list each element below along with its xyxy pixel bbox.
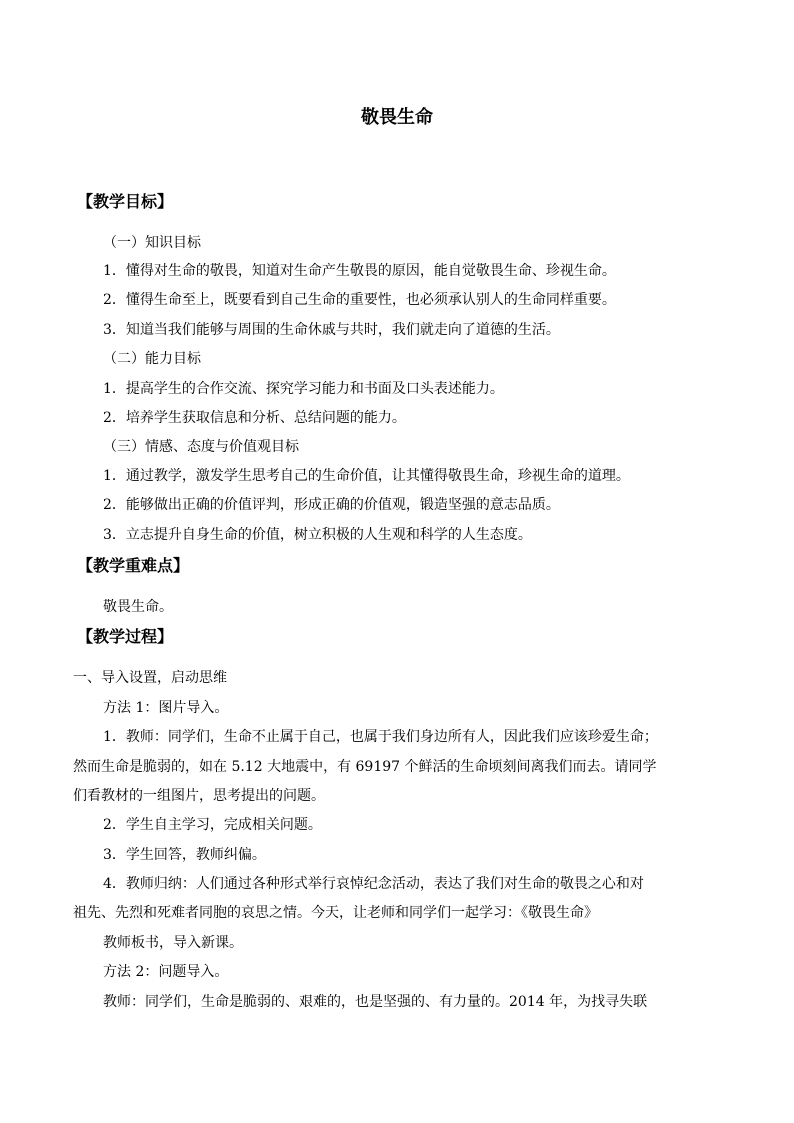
knowledge-item-1: 1．懂得对生命的敬畏，知道对生命产生敬畏的原因，能自觉敬畏生命、珍视生命。 [103,263,616,279]
knowledge-item-2: 2．懂得生命至上，既要看到自己生命的重要性，也必须承认别人的生命同样重要。 [103,292,616,308]
method-1-item-3: 3．学生回答，教师纠偏。 [103,847,266,863]
process-step-1-title: 一、导入设置，启动思维 [73,670,227,686]
ability-item-1: 1．提高学生的合作交流、探究学习能力和书面及口头表述能力。 [103,381,504,397]
emotion-item-3: 3．立志提升自身生命的价值，树立积极的人生观和科学的人生态度。 [103,527,532,543]
method-1-item-2: 2．学生自主学习，完成相关问题。 [103,817,322,833]
method-1-item-1-line-1: 1．教师：同学们，生命不止属于自己，也属于我们身边所有人，因此我们应该珍爱生命； [103,729,658,745]
section-heading-objectives: 【教学目标】 [77,192,174,211]
section-heading-process: 【教学过程】 [77,627,174,646]
method-1-item-4-line-1: 4．教师归纳：人们通过各种形式举行哀悼纪念活动，表达了我们对生命的敬畏之心和对 [103,876,644,892]
key-points-text: 敬畏生命。 [103,599,173,615]
section-heading-key-points: 【教学重难点】 [77,556,190,575]
document-title: 敬畏生命 [361,107,433,128]
subheading-emotion: （三）情感、态度与价值观目标 [103,439,299,455]
subheading-ability: （二）能力目标 [103,351,201,367]
method-1-item-1-line-2: 然而生命是脆弱的，如在 5.12 大地震中，有 69197 个鲜活的生命顷刻间离我们而去。请同学 [73,759,657,775]
emotion-item-1: 1．通过教学，激发学生思考自己的生命价值，让其懂得敬畏生命，珍视生命的道理。 [103,468,630,484]
method-2-line-1: 教师：同学们，生命是脆弱的、艰难的，也是坚强的、有力量的。2014 年，为找寻失联 [103,994,648,1010]
board-note: 教师板书，导入新课。 [103,935,243,951]
method-1-item-1-line-3: 们看教材的一组图片，思考提出的问题。 [73,788,325,804]
method-1-item-4-line-2: 祖先、先烈和死难者同胞的哀思之情。今天，让老师和同学们一起学习：《敬畏生命》 [73,905,598,921]
knowledge-item-3: 3．知道当我们能够与周围的生命休戚与共时，我们就走向了道德的生活。 [103,322,560,338]
method-1-title: 方法 1：图片导入。 [103,700,229,716]
emotion-item-2: 2．能够做出正确的价值评判，形成正确的价值观，锻造坚强的意志品质。 [103,497,560,513]
method-2-title: 方法 2：问题导入。 [103,964,229,980]
ability-item-2: 2．培养学生获取信息和分析、总结问题的能力。 [103,410,406,426]
subheading-knowledge: （一）知识目标 [103,235,201,251]
